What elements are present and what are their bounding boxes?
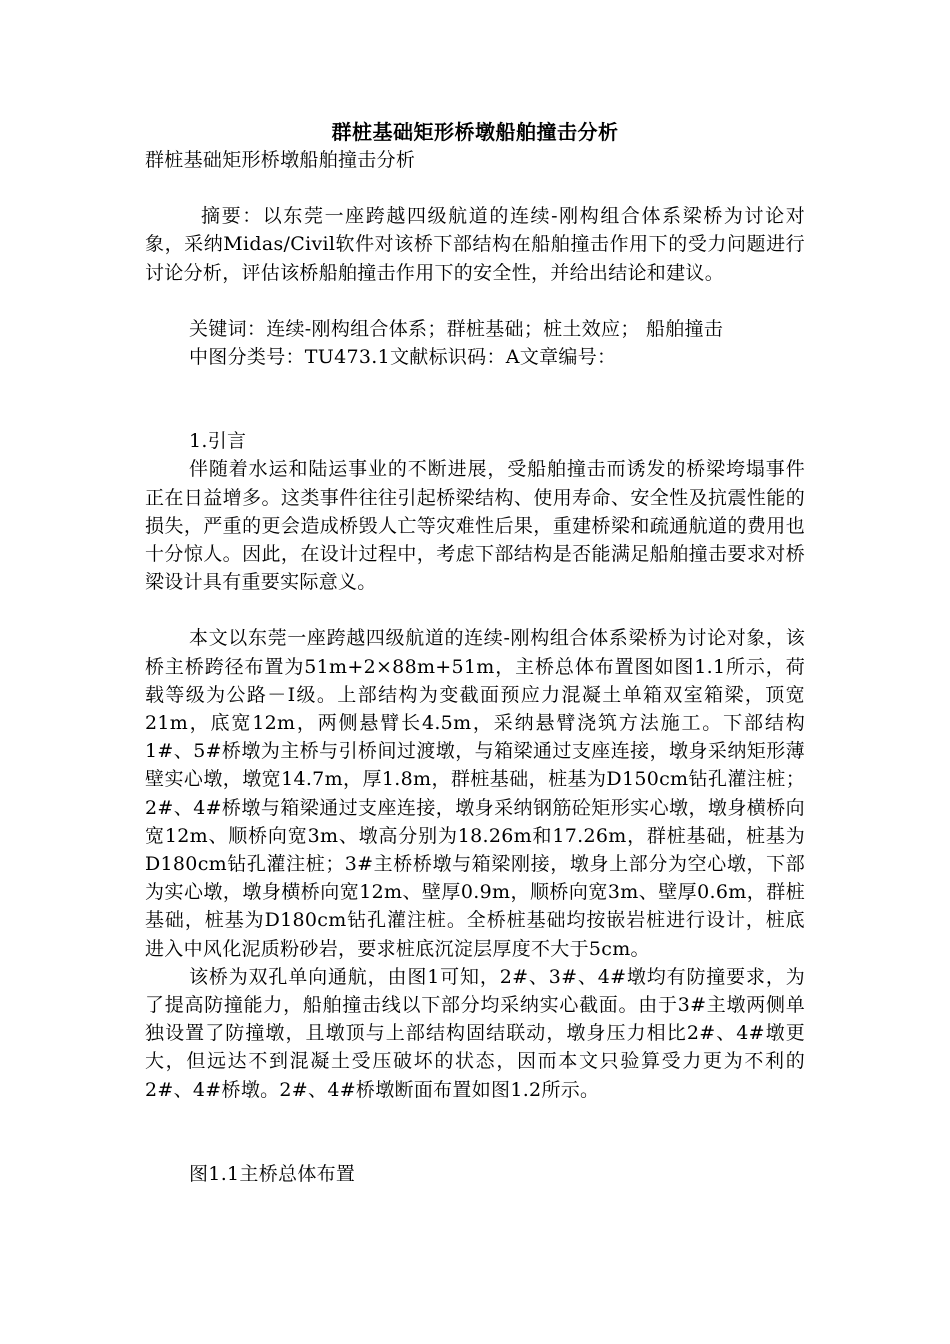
body-paragraph: 该桥为双孔单向通航，由图1可知，2#、3#、4#墩均有防撞要求，为了提高防撞能力，船舶撞击线以下部分均采纳实心截面。由于3#主墩两侧单独设置了防撞墩，且墩顶与上部结构固结联动，墩身压力相比2#、4#墩更大，但远达不到混凝土受压破坏的状态，因而本文只验算受力更为不利的2#、4#桥墩。2#、4#桥墩断面布置如图1.2所示。 (145, 965, 805, 1101)
body-paragraph: 本文以东莞一座跨越四级航道的连续-刚构组合体系梁桥为讨论对象，该桥主桥跨径布置为51m+2×88m+51m，主桥总体布置图如图1.1所示，荷载等级为公路－Ⅰ级。上部结构为变截面预应力混凝土单箱双室箱梁，顶宽21m，底宽12m，两侧悬臂长4.5m，采纳悬臂浇筑方法施工。下部结构1#、5#桥墩为主桥与引桥间过渡墩，与箱梁通过支座连接，墩身采纳矩形薄壁实心墩，墩宽14.7m，厚1.8m，群桩基础，桩基为D150cm钻孔灌注桩；2#、4#桥墩与箱梁通过支座连接，墩身采纳钢筋砼矩形实心墩，墩身横桥向宽12m、顺桥向宽3m、墩高分别为18.26m和17.26m，群桩基础，桩基为D180cm钻孔灌注桩；3#主桥桥墩与箱梁刚接，墩身上部分为空心墩，下部为实心墩，墩身横桥向宽12m、壁厚0.9m，顺桥向宽3m、壁厚0.6m，群桩基础，桩基为D180cm钻孔灌注桩。全桥桩基础均按嵌岩桩进行设计，桩底进入中风化泥质粉砂岩，要求桩底沉淀层厚度不大于5cm。 (145, 627, 805, 960)
spacer (145, 1104, 805, 1160)
spacer (145, 596, 805, 624)
document-subtitle: 群桩基础矩形桥墩船舶撞击分析 (145, 149, 416, 171)
classification-line: 中图分类号：TU473.1文献标识码：A文章编号： (189, 346, 617, 369)
figure-caption: 图1.1主桥总体布置 (189, 1162, 356, 1185)
document-title: 群桩基础矩形桥墩船舶撞击分析 (331, 120, 619, 144)
body-paragraph: 伴随着水运和陆运事业的不断进展，受船舶撞击而诱发的桥梁垮塌事件正在日益增多。这类事件往往引起桥梁结构、使用寿命、安全性及抗震性能的损失，严重的更会造成桥毁人亡等灾难性后果，重建桥梁和疏通航道的费用也十分惊人。因此，在设计过程中，考虑下部结构是否能满足船舶撞击要求对桥梁设计具有重要实际意义。 (145, 458, 805, 594)
section-heading: 1.引言 (189, 430, 247, 453)
spacer (145, 174, 805, 202)
document-page (145, 118, 805, 1188)
keywords-line: 关键词：连续-刚构组合体系；群桩基础；桩土效应； 船舶撞击 (189, 317, 724, 340)
abstract-paragraph: 摘要：以东莞一座跨越四级航道的连续-刚构组合体系梁桥为讨论对象，采纳Midas/Civil软件对该桥下部结构在船舶撞击作用下的受力问题进行讨论分析，评估该桥船舶撞击作用下的安全性，并给出结论和建议。 (145, 205, 805, 284)
spacer (145, 287, 805, 315)
spacer (145, 371, 805, 427)
